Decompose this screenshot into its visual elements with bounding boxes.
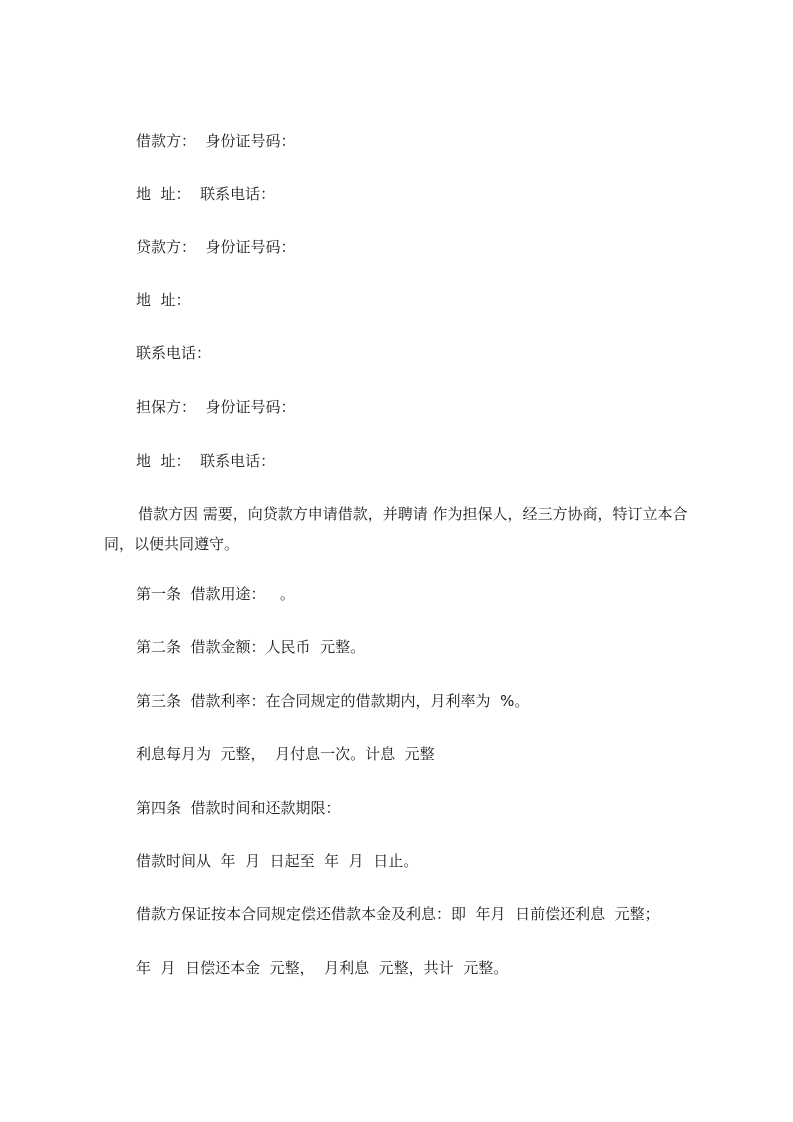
- article-2: 第二条 借款金额：人民币 元整。: [136, 638, 366, 656]
- article-3: 第三条 借款利率：在合同规定的借款期内，月利率为 %。: [136, 692, 530, 710]
- repayment-line-2: 年 月 日偿还本金 元整， 月利息 元整，共计 元整。: [136, 959, 509, 977]
- intro-paragraph-text: 借款方因 需要，向贷款方申请借款，并聘请 作为担保人，经三方协商，特订立本合同，以便共同遵守。: [104, 505, 688, 553]
- lender-phone-line: 联系电话：: [136, 344, 212, 362]
- article-4: 第四条 借款时间和还款期限：: [136, 799, 341, 817]
- interest-line: 利息每月为 元整， 月付息一次。计息 元整: [136, 745, 435, 763]
- intro-paragraph: [104, 499, 704, 559]
- loan-period-line: 借款时间从 年 月 日起至 年 月 日止。: [136, 852, 419, 870]
- repayment-line-1: 借款方保证按本合同规定偿还借款本金及利息：即 年月 日前偿还利息 元整；: [136, 905, 660, 923]
- article-1: 第一条 借款用途： 。: [136, 585, 295, 603]
- guarantor-address-line: 地 址： 联系电话：: [136, 452, 276, 470]
- borrower-address-line: 地 址： 联系电话：: [136, 185, 276, 203]
- borrower-line: 借款方： 身份证号码：: [136, 132, 296, 150]
- lender-line: 贷款方： 身份证号码：: [136, 238, 296, 256]
- lender-address-line: 地 址：: [136, 291, 191, 309]
- guarantor-line: 担保方： 身份证号码：: [136, 398, 296, 416]
